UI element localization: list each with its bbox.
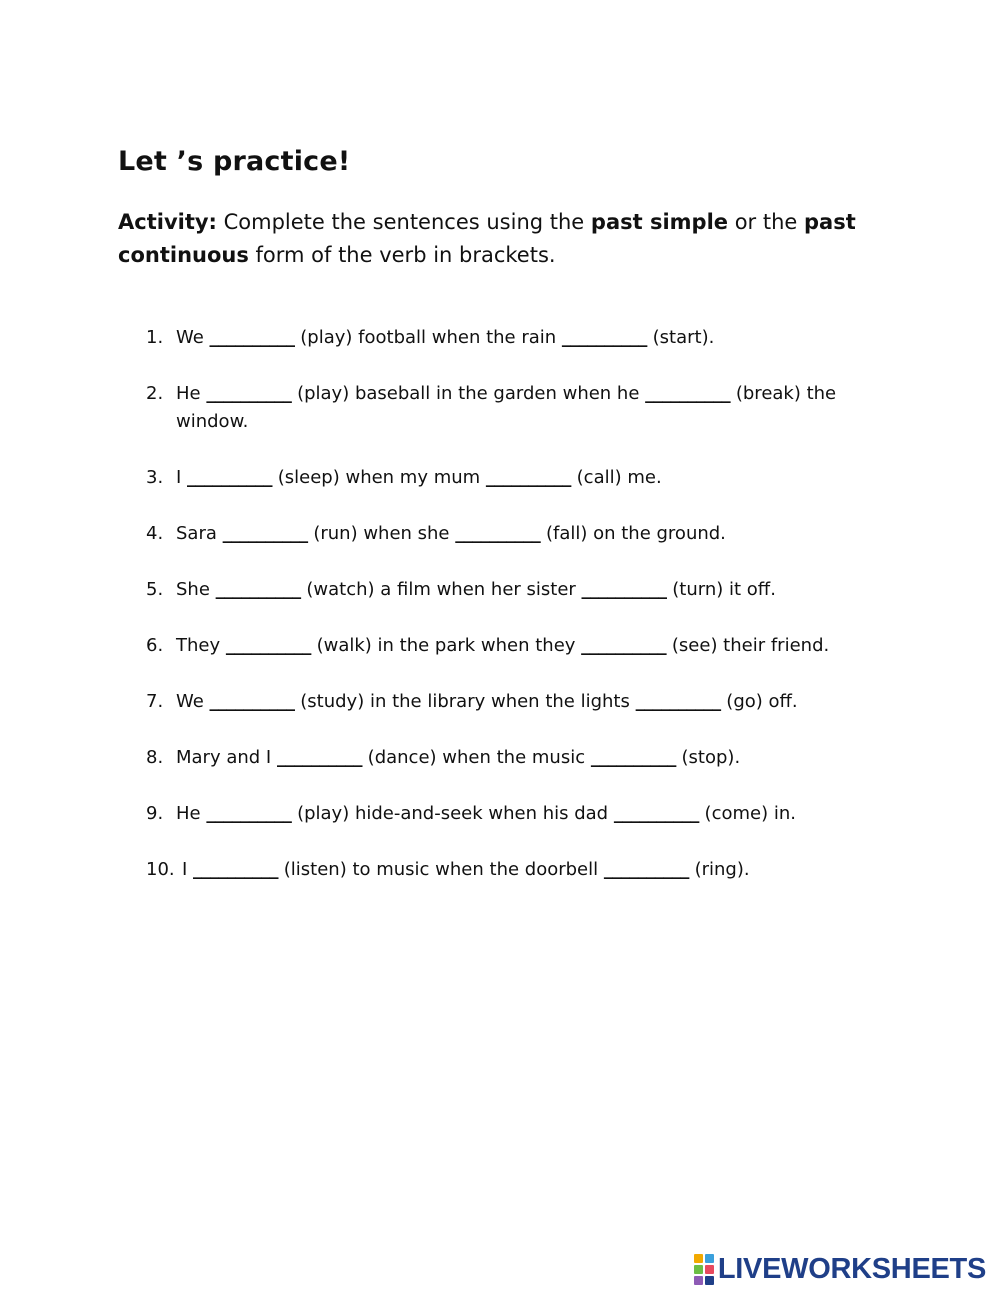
answer-blank[interactable]: __________ — [603, 859, 689, 880]
exercise-item — [146, 464, 896, 492]
logo-block — [694, 1276, 703, 1285]
sentence-part: (see) their friend. — [666, 635, 830, 656]
activity-bold-past-simple: past simple — [590, 210, 729, 234]
sentence-part: She — [176, 579, 216, 600]
activity-text-2: or the — [728, 210, 804, 234]
logo-block — [705, 1265, 714, 1274]
answer-blank[interactable]: __________ — [613, 803, 699, 824]
sentence-part: He — [176, 803, 207, 824]
exercise-sentence — [176, 380, 896, 436]
exercise-number: 6. — [146, 635, 164, 656]
sentence-part: (watch) a film when her sister — [300, 579, 582, 600]
exercise-sentence — [176, 688, 896, 716]
sentence-part: (start). — [646, 327, 715, 348]
answer-blank[interactable]: __________ — [206, 803, 292, 824]
brand-name: LIVEWORKSHEETS — [717, 1253, 986, 1285]
exercise-item — [146, 324, 896, 352]
exercise-item — [146, 744, 896, 772]
sentence-part: (play) football when the rain — [294, 327, 562, 348]
liveworksheets-logo — [694, 1253, 986, 1286]
sentence-part: (play) hide-and-seek when his dad — [291, 803, 614, 824]
exercise-number: 7. — [146, 691, 164, 712]
sentence-part: (break) the window. — [176, 383, 837, 432]
sentence-part: (walk) in the park when they — [310, 635, 582, 656]
sentence-part: (run) when she — [307, 523, 456, 544]
exercise-number: 2. — [146, 383, 164, 404]
answer-blank[interactable]: __________ — [561, 327, 647, 348]
sentence-part: We — [176, 691, 210, 712]
sentence-part: They — [176, 635, 226, 656]
sentence-part: (listen) to music when the doorbell — [278, 859, 604, 880]
answer-blank[interactable]: __________ — [222, 523, 308, 544]
sentence-part: (go) off. — [720, 691, 798, 712]
activity-instructions — [118, 206, 898, 272]
exercise-item — [146, 856, 896, 884]
sentence-part: We — [176, 327, 210, 348]
logo-block — [694, 1254, 703, 1263]
answer-blank[interactable]: __________ — [209, 691, 295, 712]
answer-blank[interactable]: __________ — [225, 635, 311, 656]
sentence-part: I — [176, 467, 188, 488]
sentence-part: (play) baseball in the garden when he — [291, 383, 646, 404]
answer-blank[interactable]: __________ — [193, 859, 279, 880]
activity-text-1: Complete the sentences using the — [216, 210, 591, 234]
exercise-sentence — [182, 856, 896, 884]
exercise-sentence — [176, 324, 896, 352]
exercise-item — [146, 576, 896, 604]
exercise-number: 4. — [146, 523, 164, 544]
sentence-part: (call) me. — [570, 467, 662, 488]
activity-label: Activity: — [118, 210, 217, 234]
answer-blank[interactable]: __________ — [187, 467, 273, 488]
exercise-number: 1. — [146, 327, 164, 348]
activity-text-3: form of the verb in brackets. — [248, 243, 556, 267]
sentence-part: (dance) when the music — [361, 747, 591, 768]
sentence-part: (ring). — [688, 859, 750, 880]
answer-blank[interactable]: __________ — [645, 383, 731, 404]
answer-blank[interactable]: __________ — [581, 579, 667, 600]
answer-blank[interactable]: __________ — [635, 691, 721, 712]
sentence-part: Mary and I — [176, 747, 277, 768]
exercise-number: 10. — [146, 859, 175, 880]
answer-blank[interactable]: __________ — [455, 523, 541, 544]
sentence-part: (stop). — [675, 747, 741, 768]
sentence-part: (sleep) when my mum — [272, 467, 486, 488]
exercise-sentence — [176, 800, 896, 828]
page-title: Let ’s practice! — [118, 146, 351, 177]
sentence-part: (turn) it off. — [666, 579, 776, 600]
exercise-sentence — [176, 744, 896, 772]
exercise-number: 9. — [146, 803, 164, 824]
answer-blank[interactable]: __________ — [590, 747, 676, 768]
exercise-item — [146, 520, 896, 548]
sentence-part: I — [182, 859, 194, 880]
exercise-item — [146, 688, 896, 716]
activity-bold-past-continuous: past continuous — [118, 210, 856, 267]
logo-block — [694, 1265, 703, 1274]
exercise-sentence — [176, 520, 896, 548]
sentence-part: Sara — [176, 523, 223, 544]
exercise-number: 5. — [146, 579, 164, 600]
logo-block — [705, 1276, 714, 1285]
answer-blank[interactable]: __________ — [485, 467, 571, 488]
answer-blank[interactable]: __________ — [215, 579, 301, 600]
sentence-part: (come) in. — [698, 803, 796, 824]
exercise-sentence — [176, 632, 896, 660]
exercise-sentence — [176, 464, 896, 492]
sentence-part: (fall) on the ground. — [540, 523, 726, 544]
logo-blocks-icon — [694, 1254, 714, 1285]
exercise-number: 3. — [146, 467, 164, 488]
exercise-sentence — [176, 576, 896, 604]
sentence-part: (study) in the library when the lights — [294, 691, 636, 712]
sentence-part: He — [176, 383, 207, 404]
logo-block — [705, 1254, 714, 1263]
answer-blank[interactable]: __________ — [209, 327, 295, 348]
answer-blank[interactable]: __________ — [276, 747, 362, 768]
answer-blank[interactable]: __________ — [581, 635, 667, 656]
exercise-item — [146, 632, 896, 660]
exercise-item — [146, 800, 896, 828]
exercise-number: 8. — [146, 747, 164, 768]
exercise-item — [146, 380, 896, 436]
exercise-list — [146, 324, 896, 912]
answer-blank[interactable]: __________ — [206, 383, 292, 404]
